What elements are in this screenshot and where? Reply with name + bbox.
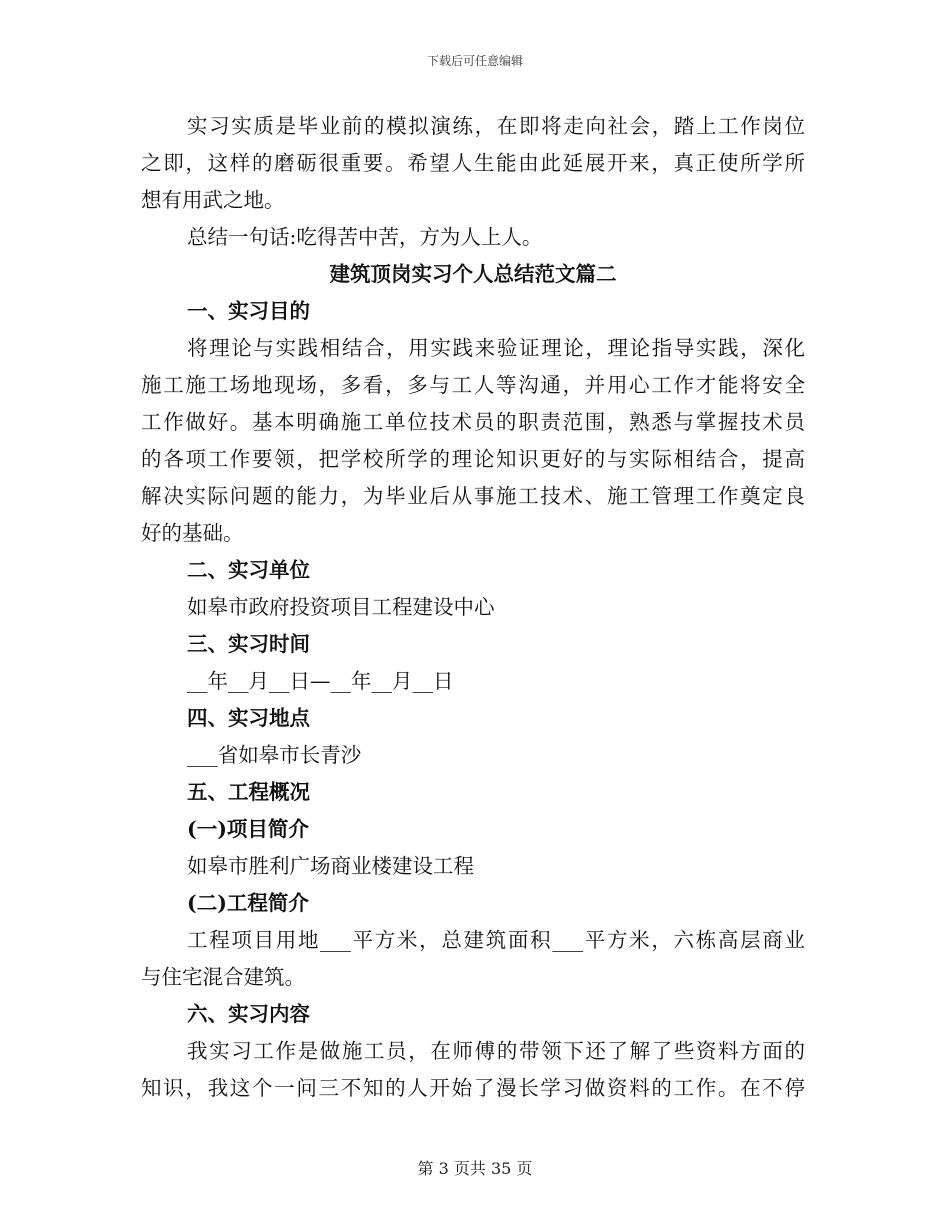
- paragraph-line: 如皋市政府投资项目工程建设中心: [187, 595, 495, 619]
- section-title: 建筑顶岗实习个人总结范文篇二: [329, 262, 617, 286]
- subheading: (一)项目简介: [187, 817, 309, 841]
- paragraph-line: 工程项目用地___平方米，总建筑面积___平方米，六栋高层商业: [187, 928, 805, 952]
- heading: 一、实习目的: [187, 299, 310, 323]
- paragraph-line: 的各项工作要领，把学校所学的理论知识更好的与实际相结合，提高: [141, 447, 805, 471]
- paragraph-line: 施工施工场地现场，多看，多与工人等沟通，并用心工作才能将安全: [141, 373, 805, 397]
- paragraph-line: 总结一句话:吃得苦中苦，方为人上人。: [187, 225, 543, 249]
- paragraph-line: 解决实际问题的能力，为毕业后从事施工技术、施工管理工作奠定良: [141, 484, 805, 508]
- heading: 四、实习地点: [187, 706, 310, 730]
- paragraph-line: 工作做好。基本明确施工单位技术员的职责范围，熟悉与掌握技术员: [141, 410, 805, 434]
- paragraph-line: 实习实质是毕业前的模拟演练，在即将走向社会，踏上工作岗位: [187, 114, 805, 138]
- paragraph-line: __年__月__日—__年__月__日: [187, 669, 454, 693]
- page-footer: 第 3 页共 35 页: [417, 1159, 533, 1178]
- paragraph-line: 将理论与实践相结合，用实践来验证理论，理论指导实践，深化: [187, 336, 805, 360]
- paragraph-line: 知识，我这个一问三不知的人开始了漫长学习做资料的工作。在不停: [141, 1076, 805, 1100]
- subheading: (二)工程简介: [187, 891, 309, 915]
- paragraph-line: 想有用武之地。: [141, 188, 285, 212]
- heading: 五、工程概况: [187, 780, 310, 804]
- paragraph-line: 与住宅混合建筑。: [141, 965, 305, 989]
- page-header: 下载后可任意编辑: [426, 54, 523, 68]
- heading: 二、实习单位: [187, 558, 310, 582]
- paragraph-line: 好的基础。: [141, 521, 244, 545]
- paragraph-line: 之即，这样的磨砺很重要。希望人生能由此延展开来，真正使所学所: [141, 151, 805, 175]
- heading: 六、实习内容: [187, 1002, 310, 1026]
- paragraph-line: ___省如皋市长青沙: [187, 743, 362, 767]
- paragraph-line: 如皋市胜利广场商业楼建设工程: [187, 854, 474, 878]
- paragraph-line: 我实习工作是做施工员，在师傅的带领下还了解了些资料方面的: [187, 1039, 805, 1063]
- heading: 三、实习时间: [187, 632, 310, 656]
